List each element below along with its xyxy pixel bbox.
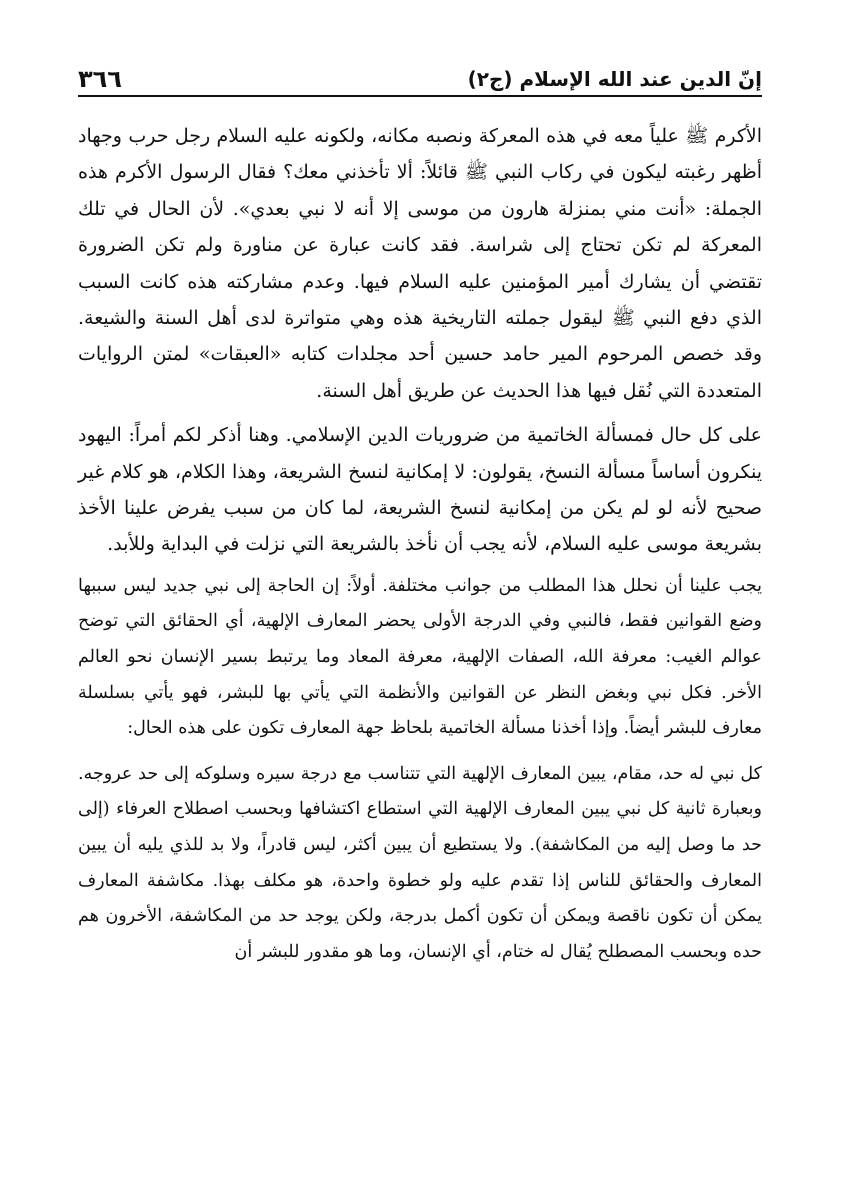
page-body bbox=[78, 118, 762, 970]
paragraph: كل نبي له حد، مقام، يبين المعارف الإلهية التي تتناسب مع درجة سيره وسلوكه إلى حد عروجه. وبعبارة ثانية كل نبي يبين المعارف الإلهية التي استطاع اكتشافها وبحسب اصطلاح العرفاء (إلى حد ما وصل إليه من المكاشفة). ولا يستطيع أن يبين أكثر، ليس قادراً، ولا بد للذي يليه أن يبين المعارف والحقائق للناس إذا تقدم عليه ولو خطوة واحدة، هو مكلف بهذا. مكاشفة المعارف يمكن أن تكون ناقصة ويمكن أن تكون أكمل بدرجة، ولكن يوجد حد من المكاشفة، الأخرون هم حده وبحسب المصطلح يُقال له ختام، أي الإنسان، وما هو مقدور للبشر أن bbox=[78, 763, 762, 962]
paragraph: الأكرم ﷺ علياً معه في هذه المعركة ونصبه مكانه، ولكونه عليه السلام رجل حرب وجهاد أظهر رغبته ليكون في ركاب النبي ﷺ قائلاً: ألا تأخذني معك؟ فقال الرسول الأكرم هذه الجملة: «أنت مني بمنزلة هارون من موسى إلا أنه لا نبي بعدي». لأن الحال في تلك المعركة لم تكن تحتاج إلى شراسة. فقد كانت عبارة عن مناورة ولم تكن الضرورة تقتضي أن يشارك أمير المؤمنين عليه السلام فيها. وعدم مشاركته هذه كانت السبب الذي دفع النبي ﷺ ليقول جملته التاريخية هذه وهي متواترة لدى أهل السنة والشيعة. وقد خصص المرحوم المير حامد حسين أحد مجلدات كتابه «العبقات» لمتن الروايات المتعددة التي نُقل فيها هذا الحديث عن طريق أهل السنة. bbox=[78, 125, 762, 402]
paragraph: يجب علينا أن نحلل هذا المطلب من جوانب مختلفة. أولاً: إن الحاجة إلى نبي جديد ليس سببها وضع القوانين فقط، فالنبي وفي الدرجة الأولى يحضر المعارف الإلهية، أي الحقائق التي توضح عوالم الغيب: معرفة الله، الصفات الإلهية، معرفة المعاد وما يرتبط بسير الإنسان نحو العالم الأخر. فكل نبي وبغض النظر عن القوانين والأنظمة التي يأتي بها للبشر، فهو يأتي بسلسلة معارف للبشر أيضاً. وإذا أخذنا مسألة الخاتمية بلحاظ جهة المعارف تكون على هذه الحال: bbox=[78, 575, 762, 739]
page-number: ٣٦٦ bbox=[78, 65, 122, 93]
header-rule bbox=[78, 95, 762, 97]
running-title: إنّ الدين عند الله الإسلام (ج٢) bbox=[467, 67, 762, 91]
paragraph: على كل حال فمسألة الخاتمية من ضروريات الدين الإسلامي. وهنا أذكر لكم أمراً: اليهود ينكرون أساساً مسألة النسخ، يقولون: لا إمكانية لنسخ الشريعة، وهذا الكلام، هو كلام غير صحيح لأنه لو لم يكن من إمكانية لنسخ الشريعة، لما كان من سبب يفرض علينا الأخذ بشريعة موسى عليه السلام، لأنه يجب أن نأخذ بالشريعة التي نزلت في البداية وللأبد. bbox=[78, 424, 762, 556]
page-header bbox=[78, 52, 762, 94]
